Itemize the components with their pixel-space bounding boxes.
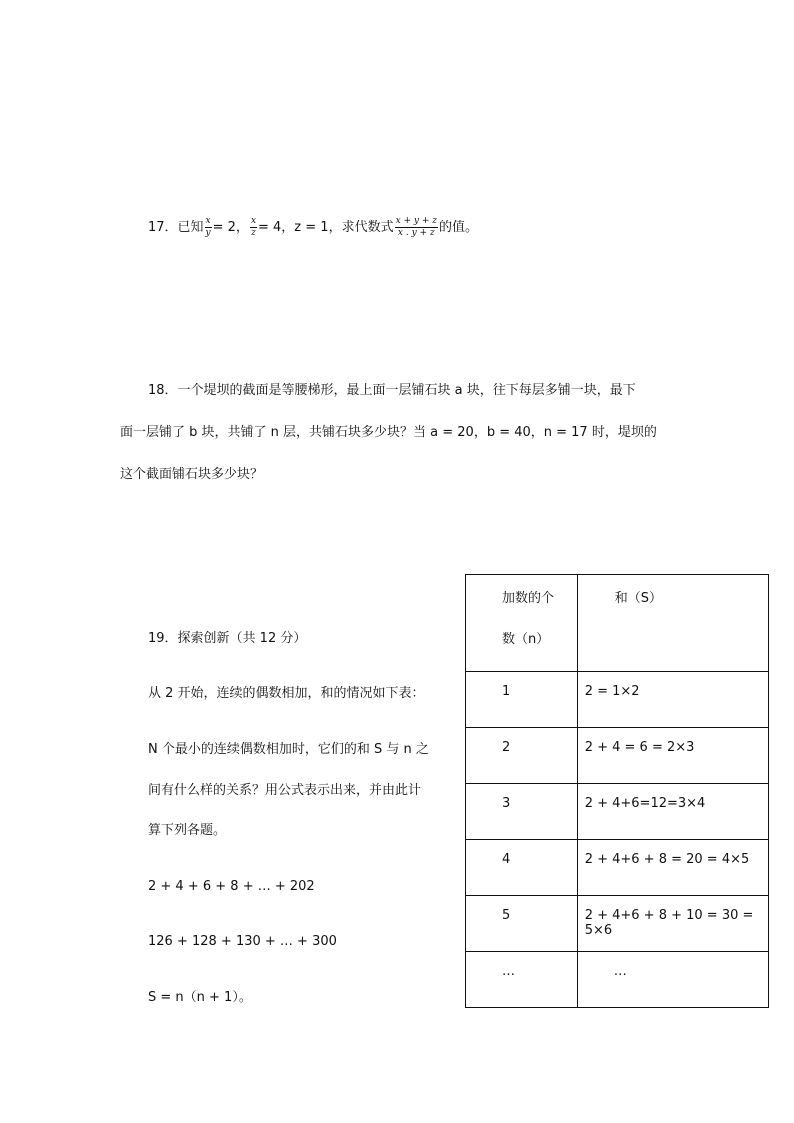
q17-part1: = 2， [212,220,249,235]
q17-suffix: 的值。 [439,220,479,235]
fraction-x-over-z: $\frac{x}{z}$ [250,216,257,238]
q17-prefix: 17．已知 [148,220,204,235]
table-header-row [466,575,769,672]
fraction-expression: $\frac{x + y + z}{x . y + z}$ [395,216,438,238]
question-19-title: 19．探索创新（共 12 分） [148,631,307,646]
row-count: 3 [502,796,511,811]
table-row [466,952,769,1008]
header-count-line-1: 加数的个 [502,591,555,606]
row-count: 5 [502,908,511,923]
header-count-line-2: 数（n） [502,632,550,647]
question-18-line-2: 面一层铺了 b 块，共铺了 n 层，共铺石块多少块？当 a = 20，b = 40，n = 17 时，堤坝的 [120,425,657,440]
row-sum: 2 = 1×2 [584,684,640,699]
row-sum: 2 + 4+6=12=3×4 [584,796,706,811]
q17-part2: = 4，z = 1，求代数式 [258,220,394,235]
question-18-line-1: 18．一个堤坝的截面是等腰梯形，最上面一层铺石块 a 块，往下每层多铺一块，最下 [148,383,636,398]
header-count-cell [466,575,578,672]
expression-1: 2 + 4 + 6 + 8 + … + 202 [148,879,315,894]
row-count: … [502,964,515,979]
row-sum: 2 + 4+6 + 8 + 10 = 30 = 5×6 [584,908,754,938]
table-row [466,840,769,896]
question-18-line-3: 这个截面铺石块多少块？ [120,467,264,482]
question-19-intro: 从 2 开始，连续的偶数相加，和的情况如下表： [148,686,425,701]
row-count: 1 [502,684,511,699]
row-sum: … [613,964,627,979]
header-sum-label: 和（S） [614,591,662,606]
row-sum: 2 + 4 = 6 = 2×3 [584,740,695,755]
table-row [466,896,769,952]
sum-table [465,574,769,1008]
table-row [466,784,769,840]
row-sum: 2 + 4+6 + 8 = 20 = 4×5 [584,852,750,867]
expression-2: 126 + 128 + 130 + … + 300 [148,934,337,949]
question-19-line-2: 间有什么样的关系？用公式表示出来，并由此计 [148,783,422,798]
question-19-line-3: 算下列各题。 [148,823,227,838]
header-sum-cell [577,575,768,672]
row-count: 2 [502,740,511,755]
formula: S = n（n + 1）。 [148,990,252,1005]
fraction-x-over-y: $\frac{x}{y}$ [205,216,211,238]
table-row [466,728,769,784]
question-17 [148,217,478,238]
row-count: 4 [502,852,511,867]
table-row [466,672,769,728]
question-19-line-1: N 个最小的连续偶数相加时，它们的和 S 与 n 之 [148,742,429,757]
